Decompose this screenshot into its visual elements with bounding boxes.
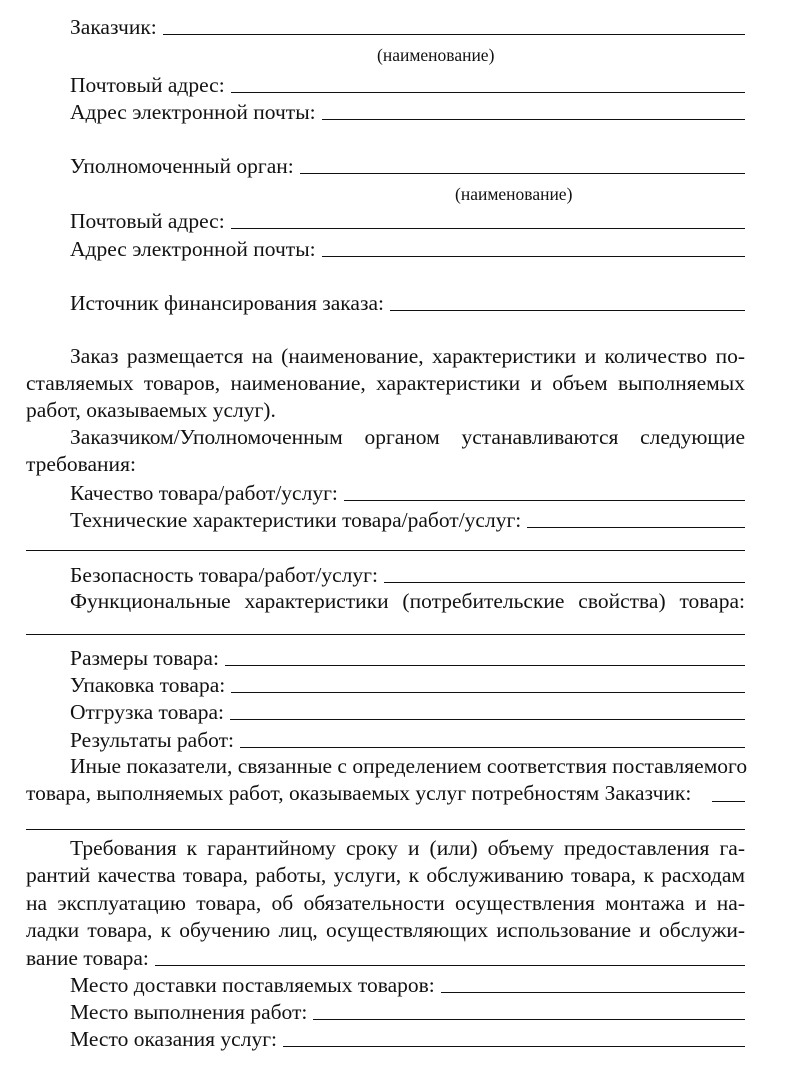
order-paragraph-line-2: ставляемых товаров, наименование, характеристики и объем выполняемых (26, 371, 745, 395)
packaging-field[interactable] (231, 692, 745, 693)
authority-postal-row (70, 208, 745, 234)
works-place-label: Место выполнения работ: (70, 1000, 308, 1024)
customer-email-row (70, 99, 745, 125)
packaging-label: Упаковка товара: (70, 673, 226, 697)
quality-row (70, 480, 745, 506)
authority-postal-field[interactable] (231, 228, 745, 229)
customer-email-field[interactable] (322, 119, 745, 120)
requirements-intro-line-1: Заказчиком/Уполномоченным органом устанавливаются следующие (70, 425, 745, 449)
services-place-row (70, 1026, 745, 1052)
results-field[interactable] (240, 747, 745, 748)
funding-field[interactable] (390, 310, 745, 311)
warranty-line-1: Требования к гарантийному сроку и (или) объему предоставления га- (70, 836, 745, 860)
warranty-line-2: рантий качества товара, работы, услуги, к обслуживанию товара, к расходам (26, 863, 745, 887)
authority-email-row (70, 236, 745, 262)
functional-field[interactable] (26, 634, 745, 635)
technical-field[interactable] (527, 527, 745, 528)
sizes-label: Размеры товара: (70, 646, 219, 670)
works-place-field[interactable] (313, 1019, 745, 1020)
safety-label: Безопасность товара/работ/услуг: (70, 563, 378, 587)
shipment-row (70, 699, 745, 725)
technical-field-continuation[interactable] (26, 550, 745, 551)
warranty-line-3: на эксплуатацию товара, об обязательности осуществления монтажа и на- (26, 891, 745, 915)
authority-email-label: Адрес электронной почты: (70, 237, 316, 261)
sizes-row (70, 645, 745, 671)
shipment-field[interactable] (230, 719, 745, 720)
warranty-row (26, 945, 745, 971)
results-label: Результаты работ: (70, 728, 234, 752)
funding-row (70, 290, 745, 316)
safety-field[interactable] (384, 582, 745, 583)
funding-label: Источник финансирования заказа: (70, 291, 384, 315)
shipment-label: Отгрузка товара: (70, 700, 225, 724)
customer-caption: (наименование) (377, 45, 495, 65)
safety-row (70, 562, 745, 588)
packaging-row (70, 672, 745, 698)
authority-name-field[interactable] (300, 173, 745, 174)
order-paragraph-line-3: работ, оказываемых услуг). (26, 398, 276, 422)
other-indicators-continuation[interactable] (26, 829, 745, 830)
customer-postal-row (70, 72, 745, 98)
customer-postal-label: Почтовый адрес: (70, 73, 225, 97)
warranty-field[interactable] (155, 965, 745, 966)
delivery-place-label: Место доставки поставляемых товаров: (70, 973, 435, 997)
warranty-line-4: ладки товара, к обучению лиц, осуществляющих использование и обслужи- (26, 918, 745, 942)
other-indicators-line-2: товара, выполняемых работ, оказываемых услуг потребностям Заказчик: (26, 781, 692, 805)
customer-email-label: Адрес электронной почты: (70, 100, 316, 124)
functional-label: Функциональные характеристики (потребительские свойства) товара: (70, 589, 745, 613)
services-place-label: Место оказания услуг: (70, 1027, 277, 1051)
quality-field[interactable] (344, 500, 745, 501)
other-indicators-line-1: Иные показатели, связанные с определением соответствия поставляемого (70, 754, 748, 778)
authority-postal-label: Почтовый адрес: (70, 209, 225, 233)
customer-row (70, 14, 745, 40)
sizes-field[interactable] (225, 665, 745, 666)
customer-label: Заказчик: (70, 15, 157, 39)
requirements-intro-line-2: требования: (26, 452, 136, 476)
services-place-field[interactable] (283, 1046, 745, 1047)
results-row (70, 727, 745, 753)
authority-row (70, 153, 745, 179)
authority-caption: (наименование) (455, 184, 573, 204)
warranty-label-end: вание товара: (26, 946, 149, 970)
customer-name-field[interactable] (163, 34, 745, 35)
works-place-row (70, 999, 745, 1025)
technical-label: Технические характеристики товара/работ/услуг: (70, 508, 522, 532)
delivery-place-field[interactable] (441, 992, 745, 993)
delivery-place-row (70, 972, 745, 998)
authority-email-field[interactable] (322, 256, 745, 257)
authority-label: Уполномоченный орган: (70, 154, 294, 178)
quality-label: Качество товара/работ/услуг: (70, 481, 338, 505)
customer-postal-field[interactable] (231, 92, 745, 93)
technical-row (70, 507, 745, 533)
other-indicators-field[interactable] (712, 801, 745, 802)
order-paragraph-line-1: Заказ размещается на (наименование, характеристики и количество по- (70, 344, 745, 368)
